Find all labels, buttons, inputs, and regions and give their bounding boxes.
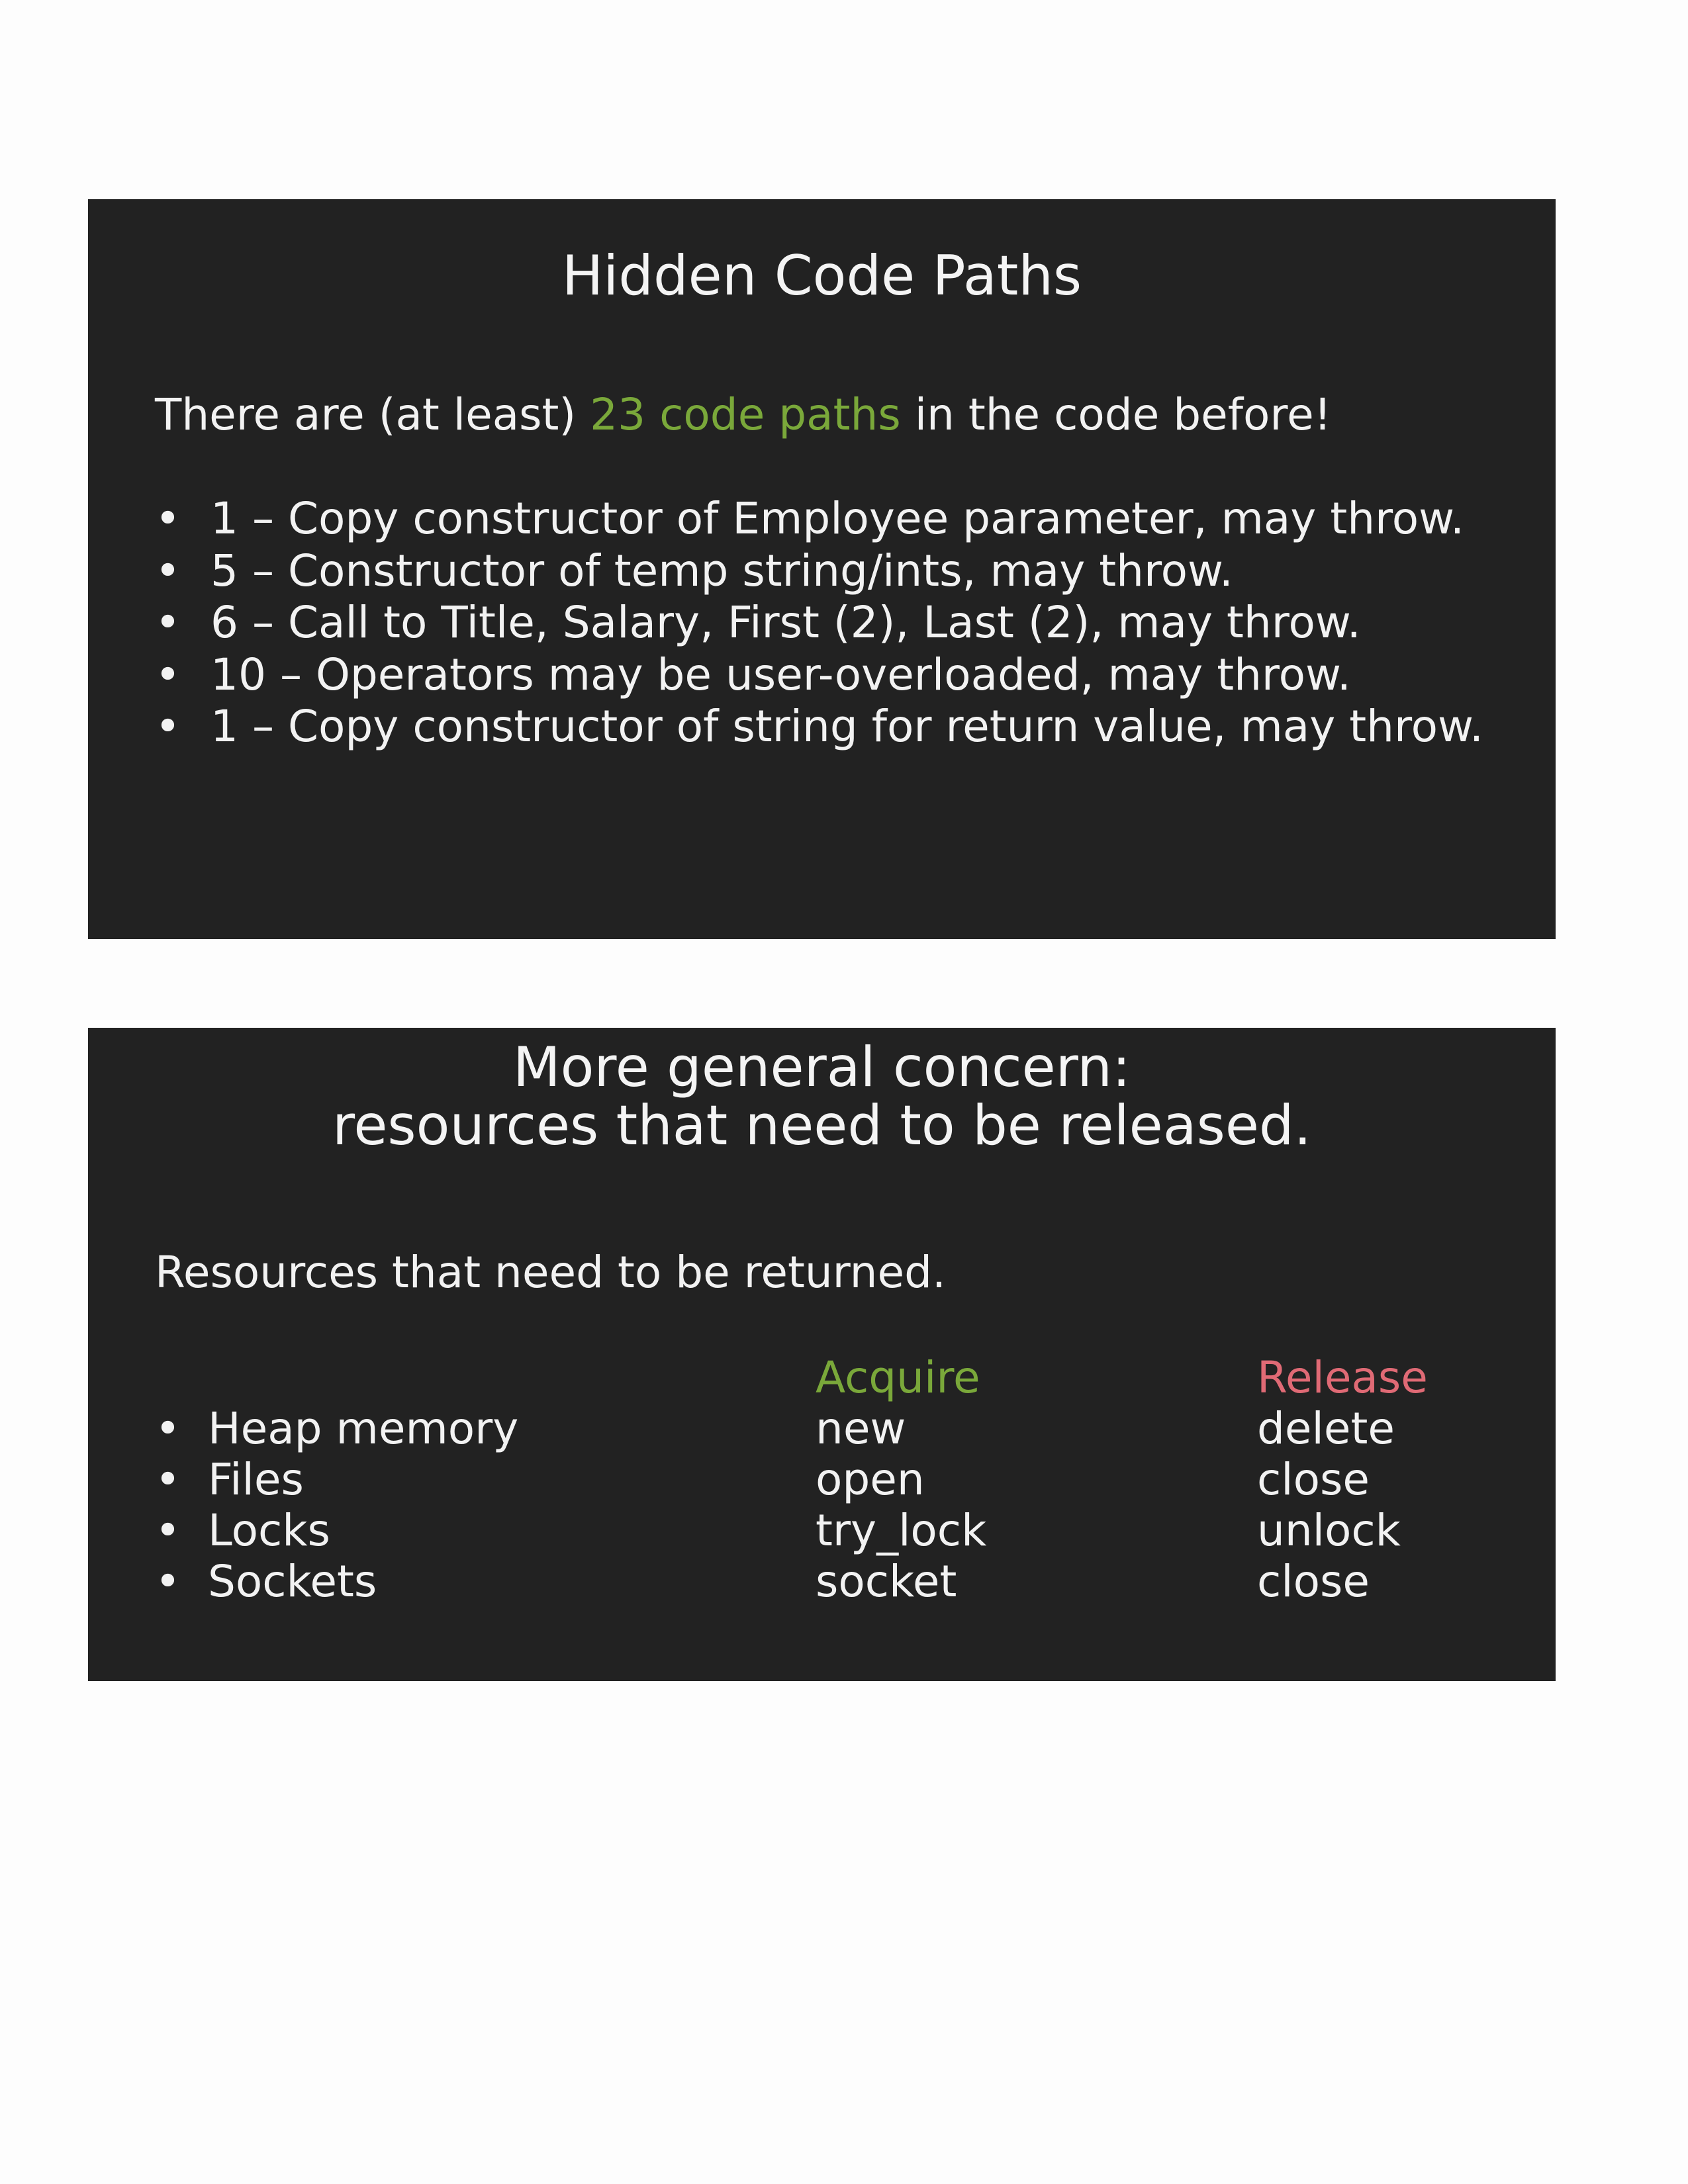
list-item — [155, 649, 1483, 702]
list-item — [155, 545, 1483, 598]
resource-name: Heap memory — [208, 1403, 519, 1454]
bullet-icon: • — [155, 1556, 181, 1607]
slide-title-line-2: resources that need to be released. — [332, 1093, 1311, 1158]
bullet-icon: • — [155, 493, 181, 544]
bullet-icon: • — [155, 597, 181, 648]
bullet-icon: • — [155, 545, 181, 596]
acquire-header: Acquire — [816, 1352, 980, 1403]
list-item — [155, 493, 1483, 545]
release-header: Release — [1257, 1352, 1428, 1403]
list-item — [155, 1505, 518, 1556]
acquire-column — [816, 1352, 986, 1607]
resource-name: Sockets — [208, 1556, 377, 1607]
list-item — [155, 1454, 518, 1505]
list-item-text: 1 – Copy constructor of string for return value, may throw. — [211, 701, 1483, 752]
resource-list — [155, 1403, 518, 1607]
bullet-icon: • — [155, 649, 181, 700]
slide-title — [88, 1035, 1556, 1158]
bullet-icon: • — [155, 701, 181, 752]
acquire-cell: try_lock — [816, 1505, 987, 1556]
intro-text — [155, 388, 1331, 441]
bullet-icon: • — [155, 1403, 181, 1454]
slide-title: Hidden Code Paths — [561, 244, 1082, 308]
intro-text: Resources that need to be returned. — [155, 1247, 946, 1298]
release-cell: close — [1257, 1556, 1370, 1607]
code-path-list — [155, 493, 1483, 753]
list-item-text: 6 – Call to Title, Salary, First (2), Last (2), may throw. — [211, 597, 1361, 648]
acquire-cell: new — [816, 1403, 906, 1454]
list-item — [155, 1403, 518, 1454]
release-cell: delete — [1257, 1403, 1395, 1454]
slide-resources — [88, 1028, 1556, 1681]
list-item — [155, 1556, 518, 1607]
slide-hidden-code-paths — [88, 199, 1556, 939]
intro-highlight: 23 code paths — [590, 389, 901, 440]
release-cell: close — [1257, 1454, 1370, 1505]
resource-name: Locks — [208, 1505, 330, 1556]
release-cell: unlock — [1257, 1505, 1401, 1556]
list-item-text: 1 – Copy constructor of Employee parameter, may throw. — [211, 493, 1465, 544]
list-item-text: 5 – Constructor of temp string/ints, may throw. — [211, 545, 1233, 596]
resource-name: Files — [208, 1454, 304, 1505]
list-item-text: 10 – Operators may be user-overloaded, may throw. — [211, 649, 1351, 700]
intro-suffix: in the code before! — [900, 389, 1332, 440]
release-column — [1257, 1352, 1428, 1607]
list-item — [155, 701, 1483, 753]
list-item — [155, 597, 1483, 649]
bullet-icon: • — [155, 1505, 181, 1556]
acquire-cell: open — [816, 1454, 925, 1505]
slide-title-line-1: More general concern: — [513, 1035, 1131, 1099]
acquire-cell: socket — [816, 1556, 957, 1607]
bullet-icon: • — [155, 1454, 181, 1505]
intro-prefix: There are (at least) — [155, 389, 590, 440]
